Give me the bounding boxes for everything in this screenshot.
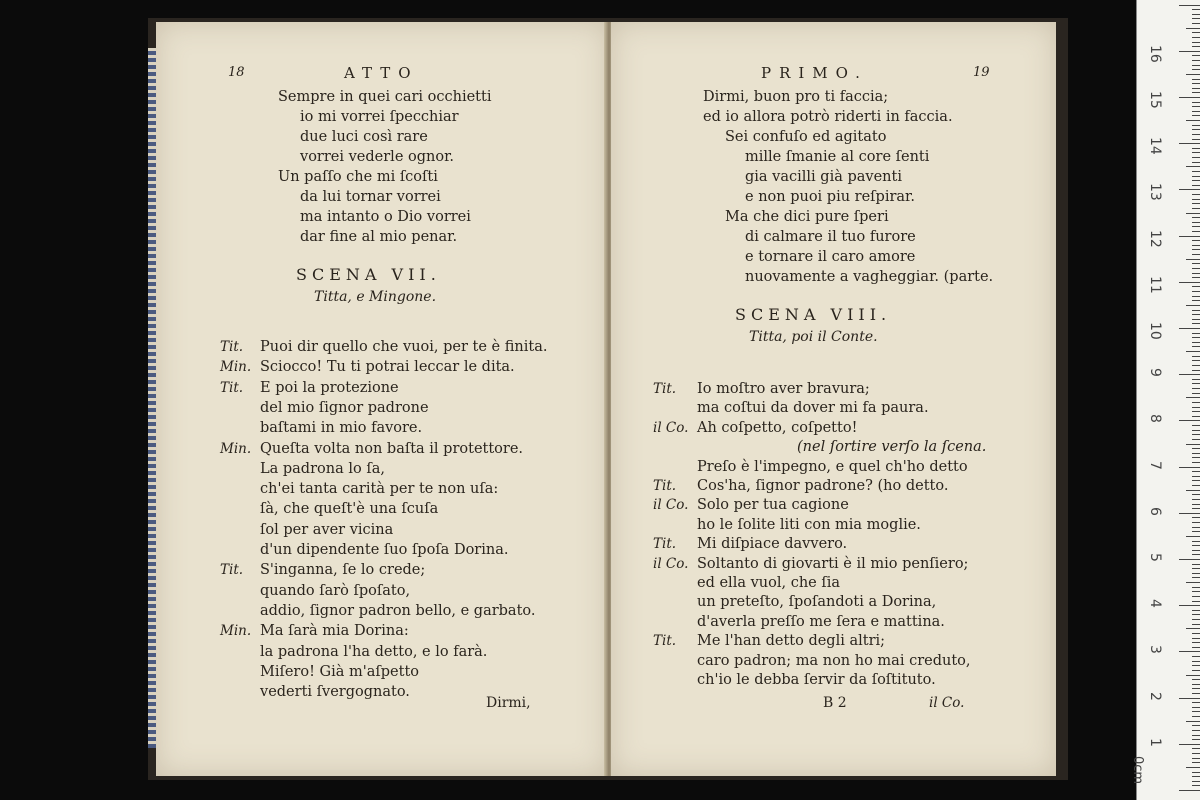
ruler-tick bbox=[1192, 531, 1200, 532]
ruler-tick bbox=[1192, 199, 1200, 200]
ruler-tick bbox=[1192, 494, 1200, 495]
dialogue-line: Ah coſpetto, coſpetto! bbox=[697, 419, 858, 436]
dialogue-line: ſol per aver vicina bbox=[260, 521, 394, 538]
catchword: Dirmi, bbox=[486, 695, 531, 711]
speaker-label: il Co. bbox=[653, 555, 689, 572]
ruler-tick bbox=[1192, 545, 1200, 546]
speaker-label: il Co. bbox=[653, 419, 689, 436]
ruler-tick bbox=[1186, 582, 1200, 583]
ruler-tick bbox=[1192, 268, 1200, 269]
ruler-tick bbox=[1186, 536, 1200, 537]
ruler-number: 2 bbox=[1147, 691, 1163, 701]
ruler-tick bbox=[1192, 457, 1200, 458]
ruler-tick bbox=[1192, 554, 1200, 555]
ruler-tick bbox=[1192, 360, 1200, 361]
left-running-head: ATTO bbox=[344, 64, 419, 82]
ruler-tick bbox=[1192, 194, 1200, 195]
ruler-tick bbox=[1192, 517, 1200, 518]
ruler-tick bbox=[1192, 434, 1200, 435]
dialogue-line: La padrona lo ſa, bbox=[260, 460, 385, 477]
ruler-tick bbox=[1186, 628, 1200, 629]
ruler-number: 8 bbox=[1147, 414, 1163, 424]
dialogue-line: caro padron; ma non ho mai creduto, bbox=[697, 652, 971, 669]
dialogue-line: quando ſarò ſpoſato, bbox=[260, 582, 411, 599]
ruler-tick bbox=[1192, 337, 1200, 338]
ruler-tick bbox=[1192, 619, 1200, 620]
ruler-tick bbox=[1192, 610, 1200, 611]
scene-title: SCENA VIII. bbox=[735, 305, 892, 324]
aria-line: Dirmi, buon pro ti faccia; bbox=[703, 89, 889, 105]
ruler-tick bbox=[1192, 564, 1200, 565]
ruler-tick bbox=[1186, 675, 1200, 676]
open-book bbox=[148, 18, 1068, 780]
ruler-tick bbox=[1192, 273, 1200, 274]
ruler-tick bbox=[1192, 448, 1200, 449]
ruler-tick bbox=[1192, 319, 1200, 320]
aria-line: dar fine al mio penar. bbox=[300, 229, 458, 245]
ruler-tick bbox=[1179, 744, 1200, 745]
ruler-tick bbox=[1192, 240, 1200, 241]
ruler-tick bbox=[1192, 296, 1200, 297]
ruler-tick bbox=[1186, 120, 1200, 121]
ruler-tick bbox=[1192, 772, 1200, 773]
ruler-tick bbox=[1192, 693, 1200, 694]
ruler-tick bbox=[1192, 291, 1200, 292]
ruler-tick bbox=[1192, 439, 1200, 440]
ruler-number: 4 bbox=[1147, 599, 1163, 609]
ruler-tick bbox=[1192, 480, 1200, 481]
ruler-tick bbox=[1186, 166, 1200, 167]
scene-persons: Titta, poi il Conte. bbox=[749, 329, 878, 345]
dialogue-line: Io moſtro aver bravura; bbox=[697, 381, 870, 397]
ruler-tick bbox=[1179, 790, 1200, 791]
ruler-tick bbox=[1192, 277, 1200, 278]
ruler-tick bbox=[1192, 139, 1200, 140]
ruler-tick bbox=[1192, 300, 1200, 301]
dialogue-line: la padrona l'ha detto, e lo farà. bbox=[260, 643, 488, 660]
ruler-tick bbox=[1192, 776, 1200, 777]
dialogue-line: ſà, che queſt'è una ſcuſa bbox=[260, 501, 439, 518]
ruler-tick bbox=[1179, 5, 1200, 6]
ruler-tick bbox=[1192, 568, 1200, 569]
ruler-tick bbox=[1192, 226, 1200, 227]
ruler-tick bbox=[1192, 748, 1200, 749]
dialogue-line: S'inganna, ſe lo crede; bbox=[260, 562, 426, 579]
ruler-tick bbox=[1192, 430, 1200, 431]
ruler-tick bbox=[1192, 638, 1200, 639]
ruler-tick bbox=[1186, 444, 1200, 445]
speaker-label: Tit. bbox=[220, 339, 244, 355]
right-page-number: 19 bbox=[973, 65, 990, 80]
aria-line: Ma che dici pure ſperi bbox=[725, 209, 889, 225]
dialogue-line: Preſo è l'impegno, e quel ch'ho detto bbox=[697, 458, 968, 475]
dialogue-line: ch'ei tanta carità per te non uſa: bbox=[260, 481, 499, 498]
ruler-tick bbox=[1192, 785, 1200, 786]
ruler-tick bbox=[1192, 79, 1200, 80]
ruler-tick bbox=[1192, 65, 1200, 66]
ruler-tick bbox=[1192, 656, 1200, 657]
ruler-tick bbox=[1192, 365, 1200, 366]
ruler-tick bbox=[1179, 51, 1200, 52]
aria-line: due luci così rare bbox=[300, 129, 428, 145]
ruler-tick bbox=[1192, 684, 1200, 685]
speaker-label: Min. bbox=[220, 440, 252, 457]
ruler-tick bbox=[1192, 333, 1200, 334]
dialogue-line: Miſero! Già m'aſpetto bbox=[260, 663, 419, 680]
measurement-ruler bbox=[1130, 0, 1200, 800]
ruler-tick bbox=[1192, 711, 1200, 712]
ruler-tick bbox=[1192, 314, 1200, 315]
right-page bbox=[611, 22, 1056, 776]
ruler-tick bbox=[1186, 721, 1200, 722]
dialogue-line: ch'io le debba ſervir da ſoſtituto. bbox=[697, 672, 936, 688]
ruler-tick bbox=[1186, 305, 1200, 306]
ruler-tick bbox=[1192, 476, 1200, 477]
ruler-tick bbox=[1192, 46, 1200, 47]
ruler-tick bbox=[1179, 189, 1200, 190]
ruler-tick bbox=[1192, 310, 1200, 311]
ruler-tick bbox=[1192, 591, 1200, 592]
ruler-tick bbox=[1186, 351, 1200, 352]
ruler-tick bbox=[1192, 18, 1200, 19]
ruler-number: 1 bbox=[1147, 737, 1163, 747]
ruler-tick bbox=[1192, 633, 1200, 634]
ruler-tick bbox=[1192, 402, 1200, 403]
ruler-tick bbox=[1179, 282, 1200, 283]
ruler-tick bbox=[1192, 55, 1200, 56]
ruler-tick bbox=[1192, 781, 1200, 782]
ruler-tick bbox=[1192, 9, 1200, 10]
ruler-number: 9 bbox=[1147, 368, 1163, 378]
ruler-number: 7 bbox=[1147, 460, 1163, 470]
ruler-tick bbox=[1192, 596, 1200, 597]
stage-direction: (nel ſortire verſo la ſcena. bbox=[797, 439, 987, 456]
ruler-tick bbox=[1192, 60, 1200, 61]
ruler-tick bbox=[1192, 152, 1200, 153]
dialogue-line: un preteſto, ſpoſandoti a Dorina, bbox=[697, 594, 937, 611]
left-page-number: 18 bbox=[228, 65, 245, 80]
dialogue-line: Ma ſarà mia Dorina: bbox=[260, 623, 409, 640]
ruler-tick bbox=[1192, 346, 1200, 347]
ruler-tick bbox=[1192, 157, 1200, 158]
ruler-tick bbox=[1192, 716, 1200, 717]
dialogue-line: Soltanto di giovarti è il mio penſiero; bbox=[697, 555, 969, 572]
ruler-tick bbox=[1192, 106, 1200, 107]
aria-line: vorrei vederle ognor. bbox=[300, 149, 455, 165]
ruler-tick bbox=[1192, 758, 1200, 759]
catchword: il Co. bbox=[929, 695, 965, 711]
ruler-tick bbox=[1192, 323, 1200, 324]
ruler-tick bbox=[1192, 37, 1200, 38]
aria-line: gia vacilli già paventi bbox=[745, 169, 902, 185]
scene-persons: Titta, e Mingone. bbox=[314, 289, 437, 305]
ruler-tick bbox=[1192, 14, 1200, 15]
ruler-tick bbox=[1192, 762, 1200, 763]
ruler-tick bbox=[1192, 388, 1200, 389]
ruler-tick bbox=[1192, 254, 1200, 255]
ruler-tick bbox=[1192, 171, 1200, 172]
ruler-tick bbox=[1179, 374, 1200, 375]
ruler-tick bbox=[1192, 263, 1200, 264]
ruler-tick bbox=[1192, 670, 1200, 671]
ruler-tick bbox=[1192, 688, 1200, 689]
dialogue-line: Mi diſpiace davvero. bbox=[697, 536, 848, 553]
ruler-tick bbox=[1192, 508, 1200, 509]
ruler-tick bbox=[1192, 665, 1200, 666]
aria-line: di calmare il tuo furore bbox=[745, 229, 916, 245]
ruler-tick bbox=[1192, 129, 1200, 130]
ruler-tick bbox=[1192, 217, 1200, 218]
dialogue-line: baſtami in mio favore. bbox=[260, 420, 423, 437]
ruler-tick bbox=[1179, 420, 1200, 421]
ruler-tick bbox=[1179, 328, 1200, 329]
ruler-tick bbox=[1192, 148, 1200, 149]
ruler-tick bbox=[1179, 698, 1200, 699]
ruler-number: 13 bbox=[1147, 183, 1163, 202]
dialogue-line: del mio ſignor padrone bbox=[260, 399, 429, 416]
ruler-number: 10 bbox=[1147, 322, 1163, 340]
ruler-tick bbox=[1192, 286, 1200, 287]
ruler-tick bbox=[1192, 753, 1200, 754]
ruler-number: 5 bbox=[1147, 553, 1163, 562]
ruler-tick bbox=[1192, 32, 1200, 33]
ruler-tick bbox=[1192, 88, 1200, 89]
ruler-tick bbox=[1192, 125, 1200, 126]
ruler-tick bbox=[1192, 679, 1200, 680]
ruler-tick bbox=[1192, 707, 1200, 708]
ruler-tick bbox=[1179, 605, 1200, 606]
speaker-label: Tit. bbox=[653, 478, 677, 494]
ruler-tick bbox=[1186, 74, 1200, 75]
ruler-unit: 0cm bbox=[1130, 756, 1145, 785]
ruler-tick bbox=[1192, 23, 1200, 24]
ruler-tick bbox=[1192, 222, 1200, 223]
ruler-tick bbox=[1192, 111, 1200, 112]
ruler-tick bbox=[1192, 342, 1200, 343]
ruler-tick bbox=[1179, 467, 1200, 468]
ruler-tick bbox=[1192, 587, 1200, 588]
dialogue-line: Me l'han detto degli altri; bbox=[697, 633, 886, 650]
aria-line: mille ſmanie al core ſenti bbox=[745, 149, 930, 165]
ruler-tick bbox=[1192, 83, 1200, 84]
ruler-tick bbox=[1186, 397, 1200, 398]
dialogue-line: Queſta volta non baſta il protettore. bbox=[260, 440, 524, 457]
ruler-tick bbox=[1192, 453, 1200, 454]
ruler-tick bbox=[1192, 393, 1200, 394]
ruler-tick bbox=[1192, 573, 1200, 574]
ruler-number: 3 bbox=[1147, 645, 1163, 655]
dialogue-line: vederti ſvergognato. bbox=[260, 684, 410, 701]
book-edge bbox=[148, 48, 156, 748]
ruler-tick bbox=[1186, 767, 1200, 768]
ruler-tick bbox=[1192, 231, 1200, 232]
ruler-tick bbox=[1192, 176, 1200, 177]
ruler-tick bbox=[1192, 379, 1200, 380]
ruler-tick bbox=[1192, 739, 1200, 740]
aria-line: e tornare il caro amore bbox=[745, 249, 916, 265]
ruler-tick bbox=[1192, 245, 1200, 246]
ruler-tick bbox=[1192, 249, 1200, 250]
dialogue-line: d'averla preſſo me ſera e mattina. bbox=[697, 613, 945, 630]
dialogue-line: Solo per tua cagione bbox=[697, 497, 849, 514]
ruler-number: 11 bbox=[1147, 275, 1163, 294]
ruler-tick bbox=[1192, 102, 1200, 103]
ruler-tick bbox=[1192, 208, 1200, 209]
ruler-tick bbox=[1186, 213, 1200, 214]
aria-line: Sempre in quei cari occhietti bbox=[278, 89, 492, 105]
dialogue-line: ed ella vuol, che ſia bbox=[697, 575, 840, 591]
ruler-tick bbox=[1179, 97, 1200, 98]
ruler-tick bbox=[1179, 651, 1200, 652]
ruler-tick bbox=[1192, 383, 1200, 384]
speaker-label: il Co. bbox=[653, 497, 689, 514]
dialogue-line: Puoi dir quello che vuoi, per te è finita. bbox=[260, 339, 548, 355]
ruler-tick bbox=[1192, 527, 1200, 528]
left-page bbox=[156, 22, 609, 776]
ruler-tick bbox=[1192, 92, 1200, 93]
ruler-tick bbox=[1192, 647, 1200, 648]
dialogue-line: Sciocco! Tu ti potrai leccar le dita. bbox=[260, 359, 515, 376]
ruler-tick bbox=[1192, 416, 1200, 417]
aria-line: io mi vorrei ſpecchiar bbox=[300, 109, 459, 125]
ruler-tick bbox=[1192, 642, 1200, 643]
dialogue-line: addio, ſignor padron bello, e garbato. bbox=[260, 602, 536, 619]
ruler-tick bbox=[1192, 162, 1200, 163]
speaker-label: Tit. bbox=[653, 381, 677, 397]
speaker-label: Tit. bbox=[653, 633, 677, 650]
ruler-tick bbox=[1192, 411, 1200, 412]
aria-line: e non puoi piu reſpirar. bbox=[745, 189, 915, 205]
dialogue-line: d'un dipendente ſuo ſpoſa Dorina. bbox=[260, 542, 509, 558]
ruler-tick bbox=[1192, 499, 1200, 500]
ruler-tick bbox=[1186, 490, 1200, 491]
ruler-tick bbox=[1186, 259, 1200, 260]
ruler-tick bbox=[1192, 522, 1200, 523]
aria-line: ma intanto o Dio vorrei bbox=[300, 209, 471, 225]
dialogue-line: E poi la protezione bbox=[260, 379, 399, 396]
scene-title: SCENA VII. bbox=[296, 265, 441, 284]
ruler-number: 12 bbox=[1147, 229, 1163, 248]
signature-mark: B 2 bbox=[823, 695, 847, 711]
ruler-tick bbox=[1192, 504, 1200, 505]
aria-line: Un paſſo che mi ſcoſti bbox=[278, 169, 438, 185]
ruler-tick bbox=[1192, 115, 1200, 116]
ruler-tick bbox=[1179, 236, 1200, 237]
right-running-head: PRIMO. bbox=[761, 64, 868, 82]
ruler-tick bbox=[1192, 407, 1200, 408]
ruler-number: 6 bbox=[1147, 506, 1163, 516]
ruler-tick bbox=[1192, 370, 1200, 371]
ruler-number: 14 bbox=[1147, 137, 1163, 156]
ruler-tick bbox=[1192, 624, 1200, 625]
ruler-tick bbox=[1192, 485, 1200, 486]
ruler-tick bbox=[1192, 356, 1200, 357]
ruler-tick bbox=[1192, 735, 1200, 736]
speaker-label: Min. bbox=[220, 623, 252, 640]
speaker-label: Min. bbox=[220, 359, 252, 376]
ruler-tick bbox=[1192, 180, 1200, 181]
ruler-tick bbox=[1179, 143, 1200, 144]
ruler-tick bbox=[1192, 601, 1200, 602]
ruler-number: 15 bbox=[1147, 91, 1163, 109]
ruler-tick bbox=[1192, 725, 1200, 726]
speaker-label: Tit. bbox=[653, 536, 677, 553]
ruler-tick bbox=[1186, 28, 1200, 29]
ruler-tick bbox=[1192, 702, 1200, 703]
speaker-label: Tit. bbox=[220, 562, 244, 579]
aria-line: da lui tornar vorrei bbox=[300, 189, 441, 205]
ruler-tick bbox=[1192, 69, 1200, 70]
dialogue-line: ma coſtui da dover mi fa paura. bbox=[697, 400, 929, 417]
ruler-tick bbox=[1192, 134, 1200, 135]
ruler-tick bbox=[1192, 550, 1200, 551]
aria-line: ed io allora potrò riderti in faccia. bbox=[703, 109, 953, 125]
ruler-tick bbox=[1192, 577, 1200, 578]
ruler-tick bbox=[1192, 425, 1200, 426]
ruler-number: 16 bbox=[1147, 44, 1163, 63]
ruler-tick bbox=[1192, 42, 1200, 43]
aria-line: Sei confuſo ed agitato bbox=[725, 129, 887, 145]
ruler-tick bbox=[1192, 661, 1200, 662]
ruler-tick bbox=[1192, 203, 1200, 204]
dialogue-line: Cos'ha, ſignor padrone? (ho detto. bbox=[697, 478, 949, 494]
ruler-tick bbox=[1192, 614, 1200, 615]
ruler-tick bbox=[1192, 185, 1200, 186]
ruler-tick bbox=[1192, 462, 1200, 463]
ruler-tick bbox=[1192, 541, 1200, 542]
speaker-label: Tit. bbox=[220, 379, 244, 396]
ruler-tick bbox=[1192, 471, 1200, 472]
ruler-tick bbox=[1192, 730, 1200, 731]
aria-line: nuovamente a vagheggiar. (parte. bbox=[745, 269, 994, 285]
ruler-tick bbox=[1179, 559, 1200, 560]
ruler-tick bbox=[1179, 513, 1200, 514]
dialogue-line: ho le ſolite liti con mia moglie. bbox=[697, 516, 921, 533]
